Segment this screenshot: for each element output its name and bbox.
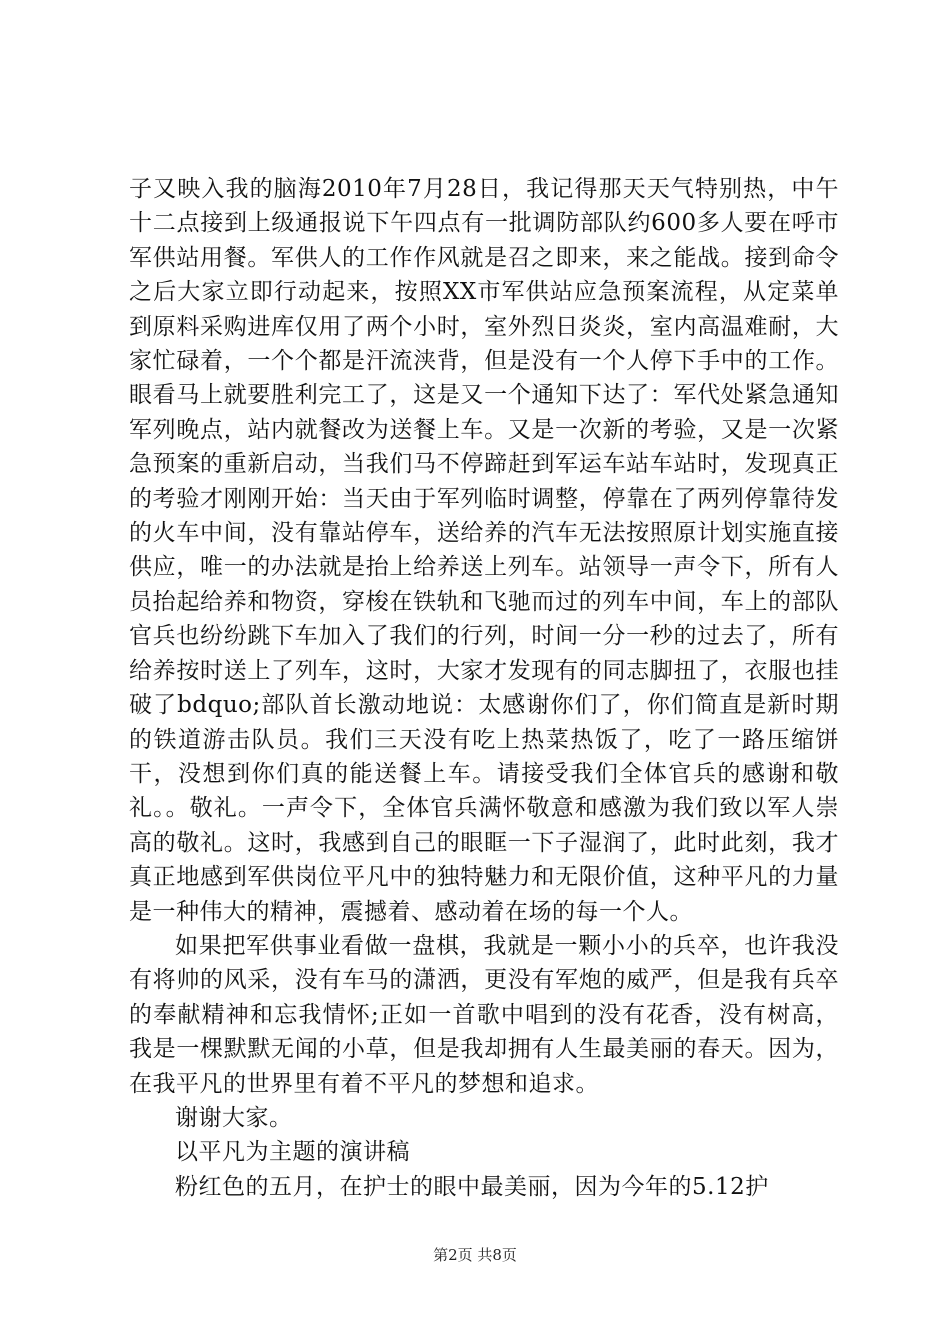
paragraph-story: 子又映入我的脑海2010年7月28日，我记得那天天气特别热，中午十二点接到上级通报说下午四点有一批调防部队约600多人要在呼市军供站用餐。军供人的工作作风就是召之即来，来之能战。接到命令之后大家立即行动起来，按照XX市军供站应急预案流程，从定菜单到原料采购进库仅用了两个小时，室外烈日炎炎，室内高温难耐，大家忙碌着，一个个都是汗流浃背，但是没有一个人停下手中的工作。眼看马上就要胜利完工了，这是又一个通知下达了：军代处紧急通知军列晚点，站内就餐改为送餐上车。又是一次新的考验，又是一次紧急预案的重新启动，当我们马不停蹄赶到军运车站车站时，发现真正的考验才刚刚开始：当天由于军列临时调整，停靠在了两列停靠待发的火车中间，没有靠站停车，送给养的汽车无法按照原计划实施直接供应，唯一的办法就是抬上给养送上列车。站领导一声令下，所有人员抬起给养和物资，穿梭在铁轨和飞驰而过的列车中间，车上的部队官兵也纷纷跳下车加入了我们的行列，时间一分一秒的过去了，所有给养按时送上了列车，这时，大家才发现有的同志脚扭了，衣服也挂破了bdquo;部队首长激动地说：太感谢你们了，你们简直是新时期的铁道游击队员。我们三天没有吃上热菜热饭了，吃了一路压缩饼干，没想到你们真的能送餐上车。请接受我们全体官兵的感谢和敬礼。。敬礼。一声令下，全体官兵满怀敬意和感激为我们致以军人崇高的敬礼。这时，我感到自己的眼眶一下子湿润了，此时此刻，我才真正地感到军供岗位平凡中的独特魅力和无限价值，这种平凡的力量是一种伟大的精神，震撼着、感动着在场的每一个人。	[129, 176, 839, 925]
paragraph-thanks: 谢谢大家。	[175, 1104, 293, 1131]
page-number-footer: 第2页 共8页	[433, 1246, 517, 1264]
paragraph-next-speech: 粉红色的五月，在护士的眼中最美丽，因为今年的5.12护	[175, 1173, 769, 1200]
paragraph-chess-metaphor: 如果把军供事业看做一盘棋，我就是一颗小小的兵卒，也许我没有将帅的风采，没有车马的潇洒，更没有军炮的威严，但是我有兵卒的奉献精神和忘我情怀;正如一首歌中唱到的没有花香，没有树高，我是一棵默默无闻的小草，但是我却拥有人生最美丽的春天。因为，在我平凡的世界里有着不平凡的梦想和追求。	[129, 932, 839, 1097]
document-body	[129, 172, 839, 1204]
section-title: 以平凡为主题的演讲稿	[175, 1139, 410, 1166]
